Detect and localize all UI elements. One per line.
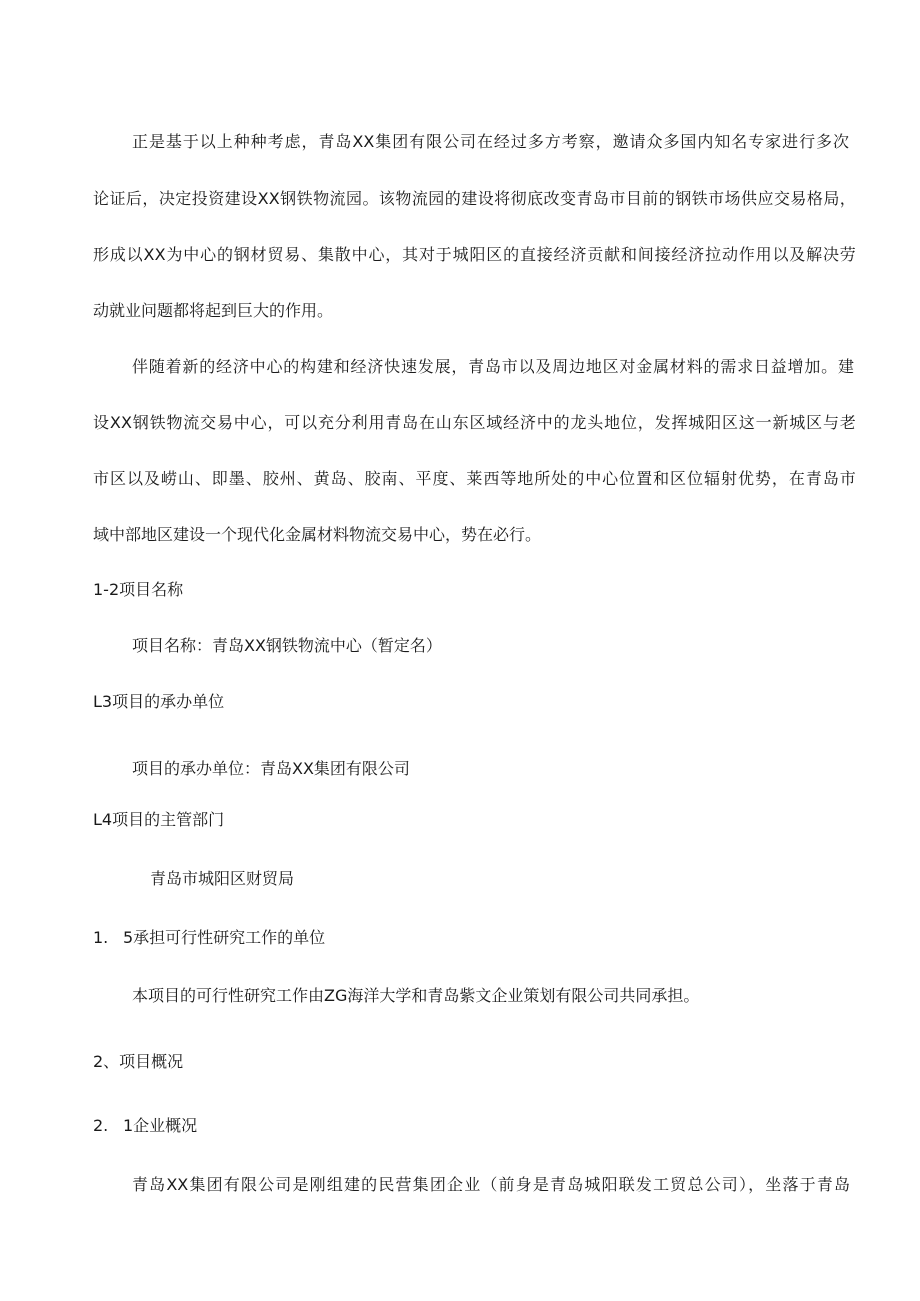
paragraph-1-line-1: 正是基于以上种种考虑，青岛XX集团有限公司在经过多方考察，邀请众多国内知名专家进行多次 xyxy=(132,132,849,151)
paragraph-2-line-2: 设XX钢铁物流交易中心，可以充分利用青岛在山东区域经济中的龙头地位，发挥城阳区这一新城区与老 xyxy=(93,413,856,432)
paragraph-2-line-3: 市区以及崂山、即墨、胶州、黄岛、胶南、平度、莱西等地所处的中心位置和区位辐射优势，在青岛市 xyxy=(93,469,856,488)
section-1-2-body: 项目名称：青岛XX钢铁物流中心（暂定名） xyxy=(132,636,442,655)
section-2-1-number: 2. xyxy=(93,1116,109,1135)
section-1-4-body: 青岛市城阳区财贸局 xyxy=(150,869,295,888)
section-2-1-heading xyxy=(93,1116,197,1136)
section-1-4-heading: L4项目的主管部门 xyxy=(93,810,225,829)
section-1-5-body: 本项目的可行性研究工作由ZG海洋大学和青岛紫文企业策划有限公司共同承担。 xyxy=(132,986,700,1005)
paragraph-1-line-4: 动就业问题都将起到巨大的作用。 xyxy=(93,301,334,320)
section-2-1-body: 青岛XX集团有限公司是刚组建的民营集团企业（前身是青岛城阳联发工贸总公司），坐落于青岛 xyxy=(132,1175,850,1194)
section-1-5-title: 5承担可行性研究工作的单位 xyxy=(123,928,326,947)
paragraph-1-line-3: 形成以XX为中心的钢材贸易、集散中心，其对于城阳区的直接经济贡献和间接经济拉动作用以及解决劳 xyxy=(93,245,856,264)
section-2-1-title: 1企业概况 xyxy=(123,1116,198,1135)
section-1-2-heading: 1-2项目名称 xyxy=(93,580,184,599)
section-1-3-body: 项目的承办单位：青岛XX集团有限公司 xyxy=(132,759,410,778)
section-1-3-heading: L3项目的承办单位 xyxy=(93,692,225,711)
paragraph-2-line-4: 域中部地区建设一个现代化金属材料物流交易中心，势在必行。 xyxy=(93,525,542,544)
paragraph-2-line-1: 伴随着新的经济中心的构建和经济快速发展，青岛市以及周边地区对金属材料的需求日益增加。建 xyxy=(132,357,854,376)
section-2-heading: 2、项目概况 xyxy=(93,1052,184,1071)
section-1-5-heading xyxy=(93,928,325,948)
paragraph-1-line-2: 论证后，决定投资建设XX钢铁物流园。该物流园的建设将彻底改变青岛市目前的钢铁市场供应交易格局， xyxy=(93,189,856,208)
section-1-5-number: 1. xyxy=(93,928,109,947)
